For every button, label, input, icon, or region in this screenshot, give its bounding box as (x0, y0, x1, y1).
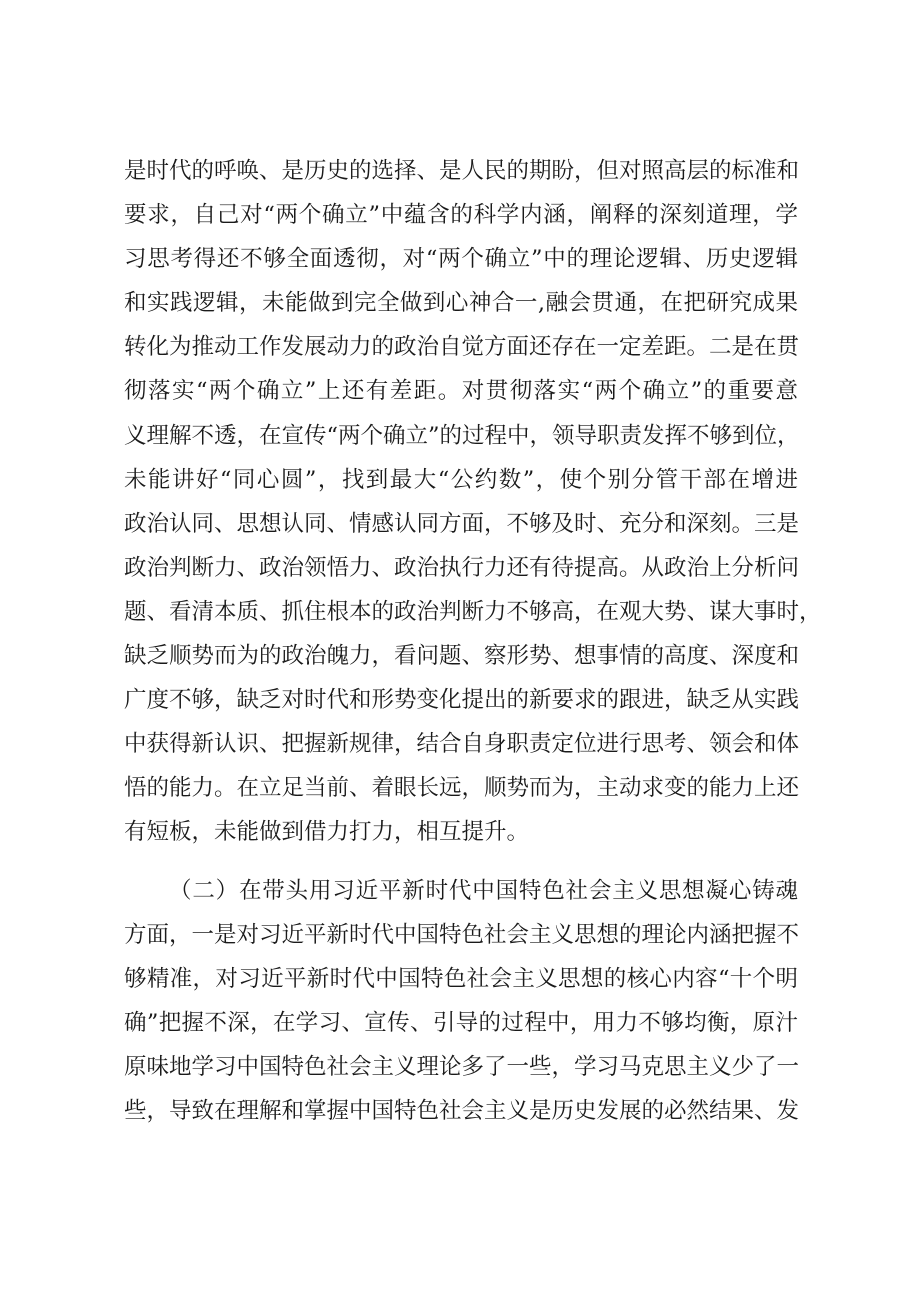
text-line: 缺乏顺势而为的政治魄力，看问题、察形势、想事情的高度、深度和 (124, 643, 800, 670)
paragraph-1 (124, 149, 822, 855)
text-line: 题、看清本质、抓住根本的政治判断力不够高，在观大势、谋大事时， (124, 598, 822, 625)
text-line: 够精准，对习近平新时代中国特色社会主义思想的核心内容“十个明 (124, 966, 798, 993)
text-line: 政治认同、思想认同、情感认同方面，不够及时、充分和深刻。三是 (124, 510, 800, 537)
text-line: 中获得新认识、把握新规律，结合自身职责定位进行思考、领会和体 (124, 731, 800, 758)
text-line: 方面，一是对习近平新时代中国特色社会主义思想的理论内涵把握不 (124, 922, 800, 949)
text-line: 彻落实“两个确立”上还有差距。对贯彻落实“两个确立”的重要意 (124, 378, 798, 405)
text-line: 要求，自己对“两个确立”中蕴含的科学内涵，阐释的深刻道理，学 (124, 202, 798, 229)
text-line: （二）在带头用习近平新时代中国特色社会主义思想凝心铸魂 (169, 878, 798, 904)
text-line: 有短板，未能做到借力打力，相互提升。 (124, 819, 530, 846)
text-line: 义理解不透，在宣传“两个确立”的过程中，领导职责发挥不够到位， (124, 422, 800, 449)
text-line: 政治判断力、政治领悟力、政治执行力还有待提高。从政治上分析问 (124, 554, 800, 581)
paragraph-2 (124, 869, 798, 1134)
text-line: 广度不够，缺乏对时代和形势变化提出的新要求的跟进，缺乏从实践 (124, 687, 800, 714)
text-line: 原味地学习中国特色社会主义理论多了一些，学习马克思主义少了一 (124, 1054, 800, 1081)
text-line: 些，导致在理解和掌握中国特色社会主义是历史发展的必然结果、发 (124, 1098, 800, 1125)
text-line: 悟的能力。在立足当前、着眼长远，顺势而为，主动求变的能力上还 (124, 775, 800, 802)
text-line: 和实践逻辑，未能做到完全做到心神合一,融会贯通，在把研究成果 (124, 290, 798, 317)
text-line: 习思考得还不够全面透彻，对“两个确立”中的理论逻辑、历史逻辑 (124, 246, 798, 273)
text-line: 确”把握不深，在学习、宣传、引导的过程中，用力不够均衡，原汁 (124, 1010, 798, 1037)
text-line: 未能讲好“同心圆”，找到最大“公约数”，使个别分管干部在增进 (124, 466, 798, 493)
text-line: 转化为推动工作发展动力的政治自觉方面还存在一定差距。二是在贯 (124, 334, 800, 361)
text-line: 是时代的呼唤、是历史的选择、是人民的期盼，但对照高层的标准和 (124, 158, 800, 184)
